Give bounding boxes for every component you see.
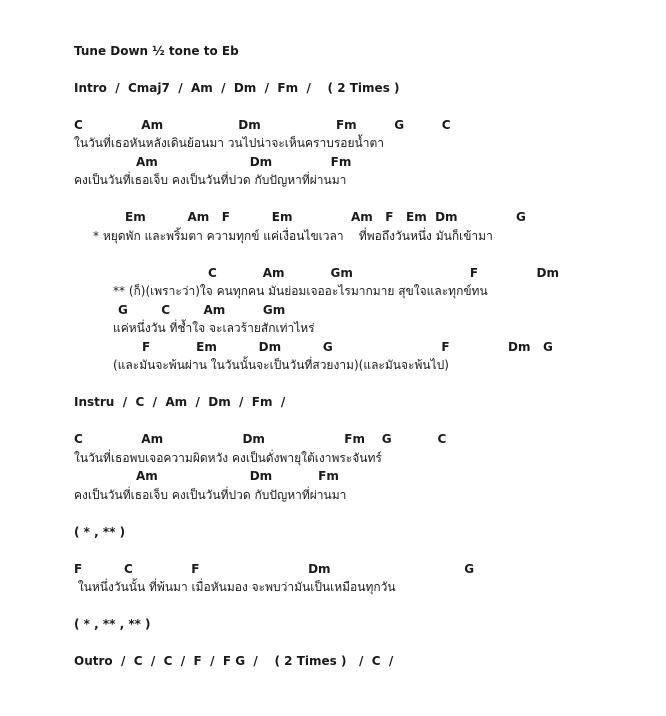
repeat-marker-2: ( * , ** , ** ) bbox=[74, 617, 151, 631]
verse1-chords-1: C Am Dm Fm G C bbox=[74, 118, 451, 132]
prechorus-chords-1: Em Am F Em Am F Em Dm G bbox=[125, 210, 526, 224]
verse1-chords-2: Am Dm Fm bbox=[136, 155, 352, 169]
chorus-lyric-2: แค่หนึ่งวัน ที่ช้ำใจ จะเลวร้ายสักเท่าไหร่ bbox=[113, 321, 315, 335]
chorus-chords-1: C Am Gm F Dm bbox=[208, 266, 559, 280]
chorus-chords-3: F Em Dm G F Dm G bbox=[142, 340, 553, 354]
verse2-chords-1: C Am Dm Fm G C bbox=[74, 432, 447, 446]
verse1-lyric-1: ในวันที่เธอหันหลังเดินย้อนมา วนไปน่าจะเห็นคราบรอยน้ำตา bbox=[74, 136, 384, 150]
instru-line: Instru / C / Am / Dm / Fm / bbox=[74, 395, 286, 409]
prechorus-lyric-1: * หยุดพัก และพริ้มตา ความทุกข์ แค่เงื่อนไขเวลา ที่พอถึงวันหนึ่ง มันก็เข้ามา bbox=[93, 229, 493, 243]
bridge-chords-1: F C F Dm G bbox=[74, 562, 475, 576]
chorus-lyric-1: ** (ก็)(เพราะว่า)ใจ คนทุกคน มันย่อมเจออะไรมากมาย สุขใจและทุกข์ทน bbox=[113, 284, 488, 298]
outro-line: Outro / C / C / F / F G / ( 2 Times ) / C / bbox=[74, 654, 394, 668]
tuning-note: Tune Down ½ tone to Eb bbox=[74, 44, 239, 58]
intro-line: Intro / Cmaj7 / Am / Dm / Fm / ( 2 Times ) bbox=[74, 81, 400, 95]
chorus-lyric-3: (และมันจะพ้นผ่าน ในวันนั้นจะเป็นวันที่สวยงาม)(และมันจะพ้นไป) bbox=[113, 358, 449, 372]
verse2-chords-2: Am Dm Fm bbox=[136, 469, 339, 483]
chorus-chords-2: G C Am Gm bbox=[118, 303, 286, 317]
verse2-lyric-1: ในวันที่เธอพบเจอความผิดหวัง คงเป็นดั่งพายุใต้เงาพระจันทร์ bbox=[74, 451, 382, 465]
repeat-marker-1: ( * , ** ) bbox=[74, 525, 126, 539]
bridge-lyric-1: ในหนึ่งวันนั้น ที่พ้นมา เมื่อหันมอง จะพบว่ามันเป็นเหมือนทุกวัน bbox=[74, 580, 396, 594]
verse1-lyric-2: คงเป็นวันที่เธอเจ็บ คงเป็นวันที่ปวด กับปัญหาที่ผ่านมา bbox=[74, 173, 347, 187]
verse2-lyric-2: คงเป็นวันที่เธอเจ็บ คงเป็นวันที่ปวด กับปัญหาที่ผ่านมา bbox=[74, 488, 347, 502]
